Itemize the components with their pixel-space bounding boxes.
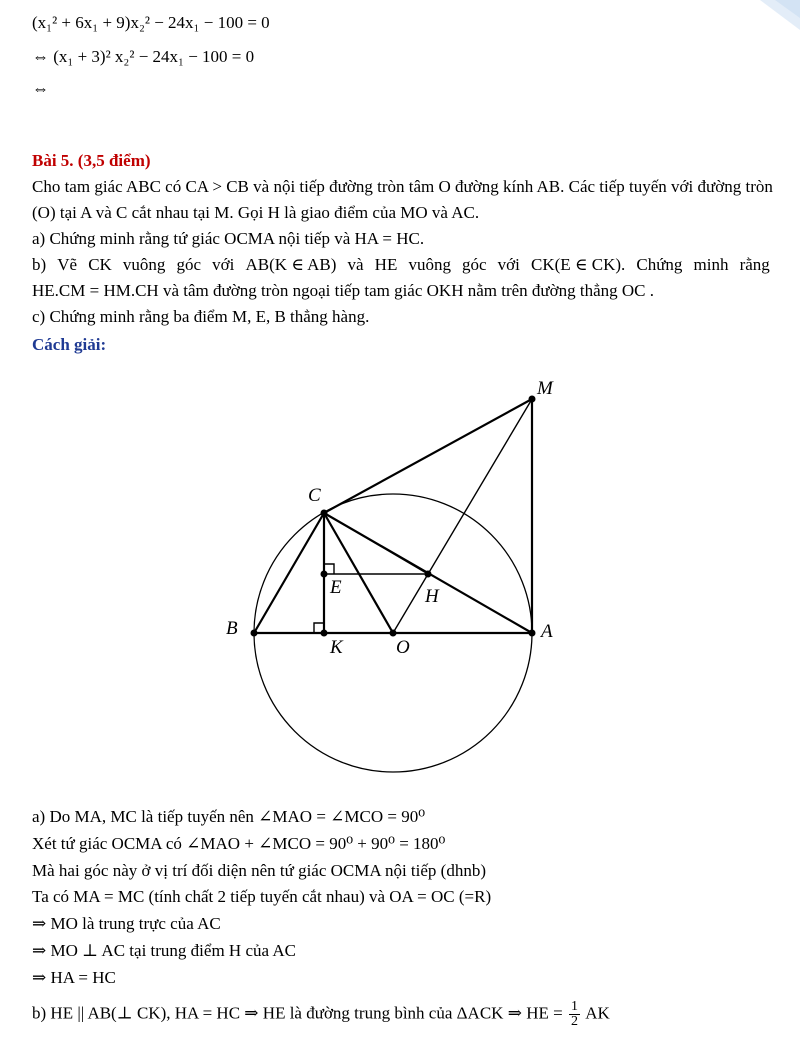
word: với	[212, 255, 235, 274]
word: CK	[88, 255, 112, 274]
solution-line-1: a) Do MA, MC là tiếp tuyến nên ∠MAO = ∠MCO = 90⁰	[32, 807, 426, 826]
segment-cm	[324, 399, 532, 513]
point-b	[251, 630, 258, 637]
solution-line-8	[32, 1000, 610, 1029]
point-h	[425, 571, 432, 578]
label-c: C	[308, 485, 321, 506]
solution-line-8-text: b) HE || AB(⊥ CK), HA = HC ⇒ HE là đường trung bình của ΔACK ⇒ HE =	[32, 1003, 563, 1023]
label-h: H	[425, 586, 439, 607]
fraction-denominator: 2	[570, 1014, 578, 1029]
label-m: M	[537, 378, 553, 399]
point-e	[321, 571, 328, 578]
solution-line-7: ⇒ HA = HC	[32, 968, 116, 987]
problem-heading: Bài 5. (3,5 điểm)	[32, 151, 151, 170]
label-k: K	[330, 637, 343, 658]
word: góc	[176, 255, 202, 274]
solution-line-8-suffix: AK	[585, 1003, 610, 1023]
solution-line-3: Mà hai góc này ở vị trí đối diện nên tứ giác OCMA nội tiếp (dhnb)	[32, 861, 486, 880]
word: AB(K ∈ AB)	[245, 255, 337, 274]
fraction-one-half	[569, 1000, 580, 1029]
problem-intro-2: (O) tại A và C cắt nhau tại M. Gọi H là giao điểm của MO và AC.	[32, 203, 480, 222]
equation-line-2: ⇔ (x₁ + 3)² x₂² − 24x₁ − 100 = 0	[32, 47, 255, 66]
label-b: B	[226, 618, 238, 639]
segment-bc	[254, 513, 324, 633]
point-o	[390, 630, 397, 637]
solution-heading: Cách giải:	[32, 335, 107, 354]
solution-line-5: ⇒ MO là trung trực của AC	[32, 914, 221, 933]
segment-eb-partial	[324, 513, 428, 574]
label-e: E	[330, 577, 342, 598]
segment-mo	[393, 399, 532, 633]
label-a: A	[541, 621, 553, 642]
word: Chứng	[636, 255, 683, 274]
point-c	[321, 510, 328, 517]
word: vuông	[408, 255, 451, 274]
problem-part-c: c) Chứng minh rằng ba điểm M, E, B thẳng hàng.	[32, 307, 370, 326]
word: với	[497, 255, 520, 274]
equation-line-1: (x₁² + 6x₁ + 9)x₂² − 24x₁ − 100 = 0	[32, 13, 270, 32]
point-a	[529, 630, 536, 637]
word: Vẽ	[57, 255, 78, 274]
word: b)	[32, 255, 47, 274]
word: và	[347, 255, 364, 274]
solution-line-6: ⇒ MO ⊥ AC tại trung điểm H của AC	[32, 941, 296, 960]
point-k	[321, 630, 328, 637]
word: minh	[693, 255, 729, 274]
fraction-numerator: 1	[570, 999, 578, 1014]
point-m	[529, 396, 536, 403]
label-o: O	[396, 637, 410, 658]
problem-part-a: a) Chứng minh rằng tứ giác OCMA nội tiếp và HA = HC.	[32, 229, 425, 248]
word: CK(E ∈ CK).	[530, 255, 626, 274]
problem-part-b-2: HE.CM = HM.CH và tâm đường tròn ngoại tiếp tam giác OKH nằm trên đường thẳng OC .	[32, 281, 655, 300]
problem-intro-1: Cho tam giác ABC có CA > CB và nội tiếp đường tròn tâm O đường kính AB. Các tiếp tuyến với đường tròn	[32, 177, 773, 196]
word: HE	[374, 255, 398, 274]
solution-line-4: Ta có MA = MC (tính chất 2 tiếp tuyến cắt nhau) và OA = OC (=R)	[32, 887, 492, 906]
word: rằng	[739, 255, 770, 274]
equation-line-3: ⇔	[32, 79, 49, 98]
word: vuông	[122, 255, 166, 274]
word: góc	[462, 255, 487, 274]
solution-line-2: Xét tứ giác OCMA có ∠MAO + ∠MCO = 90⁰ + 90⁰ = 180⁰	[32, 834, 446, 853]
